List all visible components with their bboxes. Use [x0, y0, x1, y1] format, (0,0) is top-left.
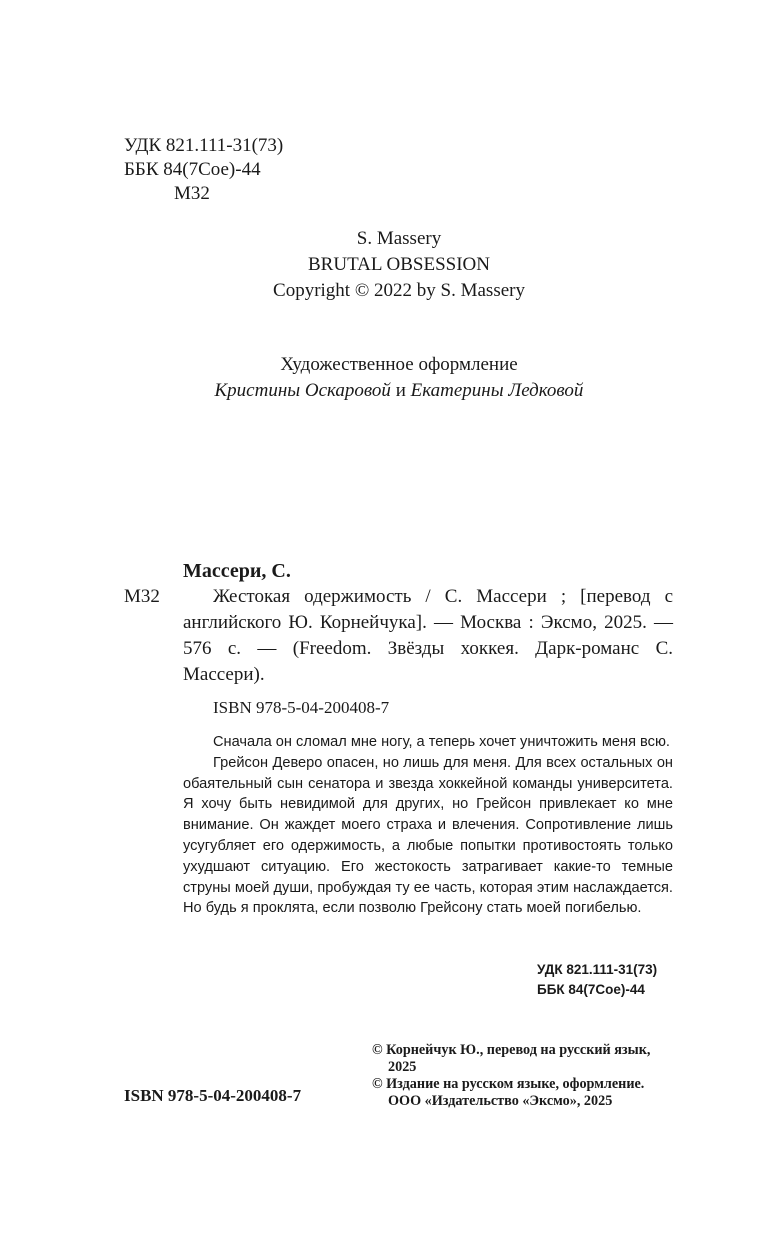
- catalog-isbn: ISBN 978-5-04-200408-7: [213, 698, 390, 717]
- edition-copyright: © Издание на русском языке, оформление. ООО «Издательство «Эксмо», 2025: [372, 1076, 645, 1109]
- bbk-code: ББК 84(7Сое)-44: [124, 159, 261, 180]
- annotation: [183, 732, 673, 919]
- classification-codes: [124, 134, 283, 206]
- art-artists: [0, 378, 768, 404]
- artist-1: Кристины Оскаровой: [214, 380, 391, 401]
- original-copyright: Copyright © 2022 by S. Massery: [273, 280, 525, 301]
- udk-code: УДК 821.111-31(73): [124, 135, 284, 156]
- art-label: Художественное оформление: [280, 354, 518, 375]
- bbk-code-bottom: ББК 84(7Сое)-44: [537, 982, 645, 997]
- catalog-mark: М32: [124, 586, 160, 607]
- bottom-isbn: ISBN 978-5-04-200408-7: [124, 1086, 302, 1105]
- art-credit: [0, 352, 768, 404]
- artist-2: Екатерины Ледковой: [410, 380, 584, 401]
- artist-conjunction: и: [395, 380, 406, 401]
- original-title: BRUTAL OBSESSION: [308, 254, 490, 275]
- catalog-author-heading: Массери, С.: [183, 560, 291, 582]
- annotation-paragraph-1: Сначала он сломал мне ногу, а теперь хочет уничтожить меня всю.: [213, 734, 670, 750]
- author-mark: М32: [174, 183, 210, 204]
- catalog-entry: Жестокая одержимость / С. Массери ; [перевод с английского Ю. Корнейчука]. — Москва : Эксмо, 2025. — 576 с. — (Freedom. Звёзды хоккея. Дарк-романс С. Массери).: [183, 586, 673, 685]
- original-author: S. Massery: [356, 228, 442, 249]
- translation-copyright: © Корнейчук Ю., перевод на русский язык, 2025: [372, 1042, 651, 1075]
- udk-code-bottom: УДК 821.111-31(73): [537, 962, 658, 977]
- original-title-block: [0, 226, 768, 304]
- annotation-paragraph-2: Грейсон Деверо опасен, но лишь для меня. Для всех остальных он обаятельный сын сенатора и звезда хоккейной команды университета. Я хочу быть невидимой для других, но Грейсон привлекает ко мне внимание. Он жаждет моего страха и влечения. Сопротивление лишь усугубляет его одержимость, а любые попытки противостоять только ухудшают ситуацию. Его жестокость затрагивает какие-то темные струны моей души, пробуждая ту ее часть, которая этим наслаждается. Но будь я проклята, если позволю Грейсону стать моей погибелью.: [183, 754, 673, 917]
- copyright-block: [372, 1042, 674, 1110]
- classification-codes-bottom: [537, 960, 657, 1000]
